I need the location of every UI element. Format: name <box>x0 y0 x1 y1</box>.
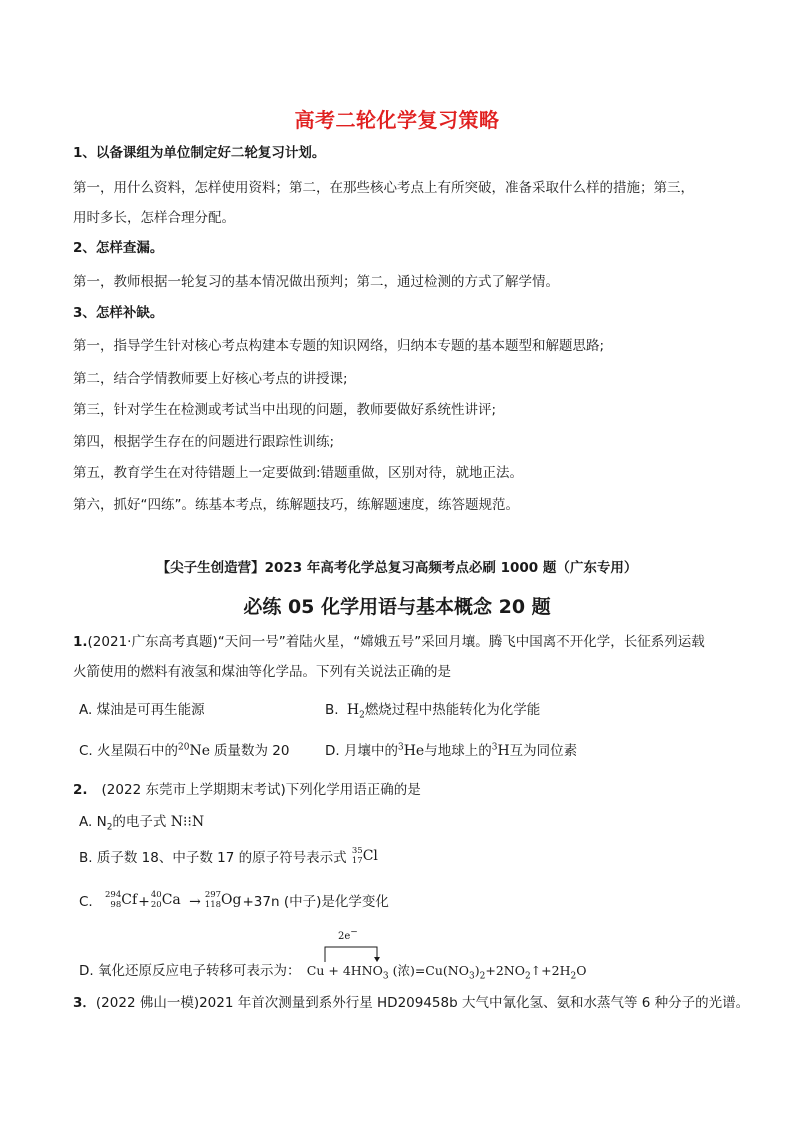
element-symbol: He <box>403 743 425 759</box>
section-title: 必练 05 化学用语与基本概念 20 题 <box>243 596 551 618</box>
section-3-item: 第一，指导学生针对核心考点构建本专题的知识网络，归纳本专题的基本题型和解题思路; <box>73 338 605 354</box>
mass-number: 3 <box>397 742 404 753</box>
option-label: C. <box>79 894 93 910</box>
section-2-heading: 2、怎样查漏。 <box>73 240 164 256</box>
reaction-arrow-icon: → <box>189 894 201 910</box>
mass-number: 40 <box>150 890 162 900</box>
question-number: 2. <box>73 782 88 798</box>
section-1-para-1: 第一，用什么资料，怎样使用资料；第二，在那些核心考点上有所突破，准备采取什么样的措施；第三， <box>73 180 694 196</box>
q1-option-d <box>325 741 577 761</box>
nuclide-notation <box>205 890 242 914</box>
section-3-item: 第六，抓好“四练”。练基本考点，练解题技巧，练解题速度，练答题规范。 <box>73 497 519 513</box>
equation-subscript: 2 <box>524 971 531 982</box>
question-number: 1. <box>73 634 88 650</box>
q2-option-a <box>79 812 204 832</box>
option-text: D. 月壤中的 <box>325 743 398 759</box>
atomic-number: 118 <box>204 900 222 910</box>
question-2-line-1 <box>73 780 421 800</box>
question-1-line-2: 火箭使用的燃料有液氢和煤油等化学品。下列有关说法正确的是 <box>73 664 451 680</box>
redox-equation <box>306 963 587 982</box>
option-text: A. N <box>79 814 107 830</box>
charge-sign: − <box>350 927 358 938</box>
mass-number: 35 <box>351 846 363 856</box>
equation-subscript: 3 <box>382 971 389 982</box>
atomic-number: 98 <box>110 900 122 910</box>
option-text: 质量数为 20 <box>214 743 290 759</box>
q2-option-d <box>79 961 587 981</box>
element-symbol: Cf <box>121 892 138 908</box>
nuclide-notation <box>151 890 181 914</box>
plus-sign: + <box>138 894 150 910</box>
option-text: +37n (中子)是化学变化 <box>242 894 389 910</box>
element-symbol: Cl <box>362 848 378 864</box>
section-3-heading: 3、怎样补缺。 <box>73 305 164 321</box>
question-stem: “天问一号”着陆火星，“嫦娥五号”采回月壤。腾飞中国离不开化学，长征系列运载 <box>217 634 705 650</box>
question-3-line-1 <box>73 993 749 1013</box>
q1-option-b <box>325 700 540 720</box>
formula-subscript: 2 <box>106 822 113 833</box>
option-text: 与地球上的 <box>424 743 492 759</box>
section-1-heading: 1、以备课组为单位制定好二轮复习计划。 <box>73 145 326 161</box>
atomic-number: 20 <box>150 900 162 910</box>
section-3-item: 第二，结合学情教师要上好核心考点的讲授课; <box>73 371 348 387</box>
mass-number: 297 <box>204 890 222 900</box>
question-source: (2021·广东高考真题) <box>87 634 218 650</box>
option-text: 燃烧过程中热能转化为化学能 <box>364 702 541 718</box>
formula-symbol: H <box>346 702 360 718</box>
formula-subscript: 2 <box>359 710 365 721</box>
element-symbol: Og <box>221 892 242 908</box>
atomic-number: 17 <box>351 856 363 866</box>
section-3-item: 第三，针对学生在检测或考试当中出现的问题，教师要做好系统性讲评; <box>73 402 497 418</box>
section-3-item: 第四，根据学生存在的问题进行跟踪性训练; <box>73 434 335 450</box>
q1-option-a: A. 煤油是可再生能源 <box>79 702 205 718</box>
equation-part: Cu + 4HNO <box>306 963 383 978</box>
element-symbol: H <box>497 743 510 759</box>
option-text: 互为同位素 <box>509 743 578 759</box>
question-stem: (2022 东莞市上学期期末考试)下列化学用语正确的是 <box>101 782 421 798</box>
equation-subscript: 3 <box>468 971 475 982</box>
nuclide-notation <box>352 846 378 870</box>
electron-transfer-label <box>338 927 358 942</box>
q2-option-b <box>79 846 379 870</box>
mass-number: 20 <box>178 742 190 753</box>
option-text: 的电子式 <box>112 814 167 830</box>
question-number: 3． <box>73 995 96 1011</box>
equation-part: (浓)=Cu(NO <box>388 963 469 978</box>
q2-option-c <box>79 890 389 914</box>
equation-subscript: 2 <box>479 971 486 982</box>
equation-part: +2NO <box>485 963 525 978</box>
element-symbol: Ca <box>161 892 181 908</box>
q1-option-c <box>79 741 290 761</box>
mass-number: 3 <box>491 742 498 753</box>
transfer-electrons: 2e <box>338 931 351 942</box>
section-3-item: 第五，教育学生在对待错题上一定要做到:错题重做，区别对待，就地正法。 <box>73 465 524 481</box>
element-symbol: Ne <box>189 743 211 759</box>
equation-subscript: 2 <box>570 971 577 982</box>
question-1-line-1 <box>73 632 705 652</box>
mass-number: 294 <box>105 890 122 900</box>
equation-part: ) <box>474 963 480 978</box>
equation-part: ↑+2H <box>530 963 571 978</box>
option-text: D. 氧化还原反应电子转移可表示为： <box>79 963 301 979</box>
section-2-para-1: 第一，教师根据一轮复习的基本情况做出预判；第二，通过检测的方式了解学情。 <box>73 274 559 290</box>
equation-part: O <box>576 963 587 978</box>
option-label: B. <box>325 702 339 718</box>
section-1-para-2: 用时多长，怎样合理分配。 <box>73 210 235 226</box>
question-stem: (2022 佛山一模)2021 年首次测量到系外行星 HD209458b 大气中氰化氢、氨和水蒸气等 6 种分子的光谱。 <box>95 995 750 1011</box>
nuclide-notation <box>105 890 137 914</box>
option-text: C. 火星陨石中的 <box>79 743 179 759</box>
electron-formula: N⁝⁝N <box>170 814 205 830</box>
option-text: B. 质子数 18、中子数 17 的原子符号表示式 <box>79 850 347 866</box>
series-title: 【尖子生创造营】2023 年高考化学总复习高频考点必刷 1000 题（广东专用） <box>156 560 638 576</box>
main-title: 高考二轮化学复习策略 <box>294 108 500 132</box>
